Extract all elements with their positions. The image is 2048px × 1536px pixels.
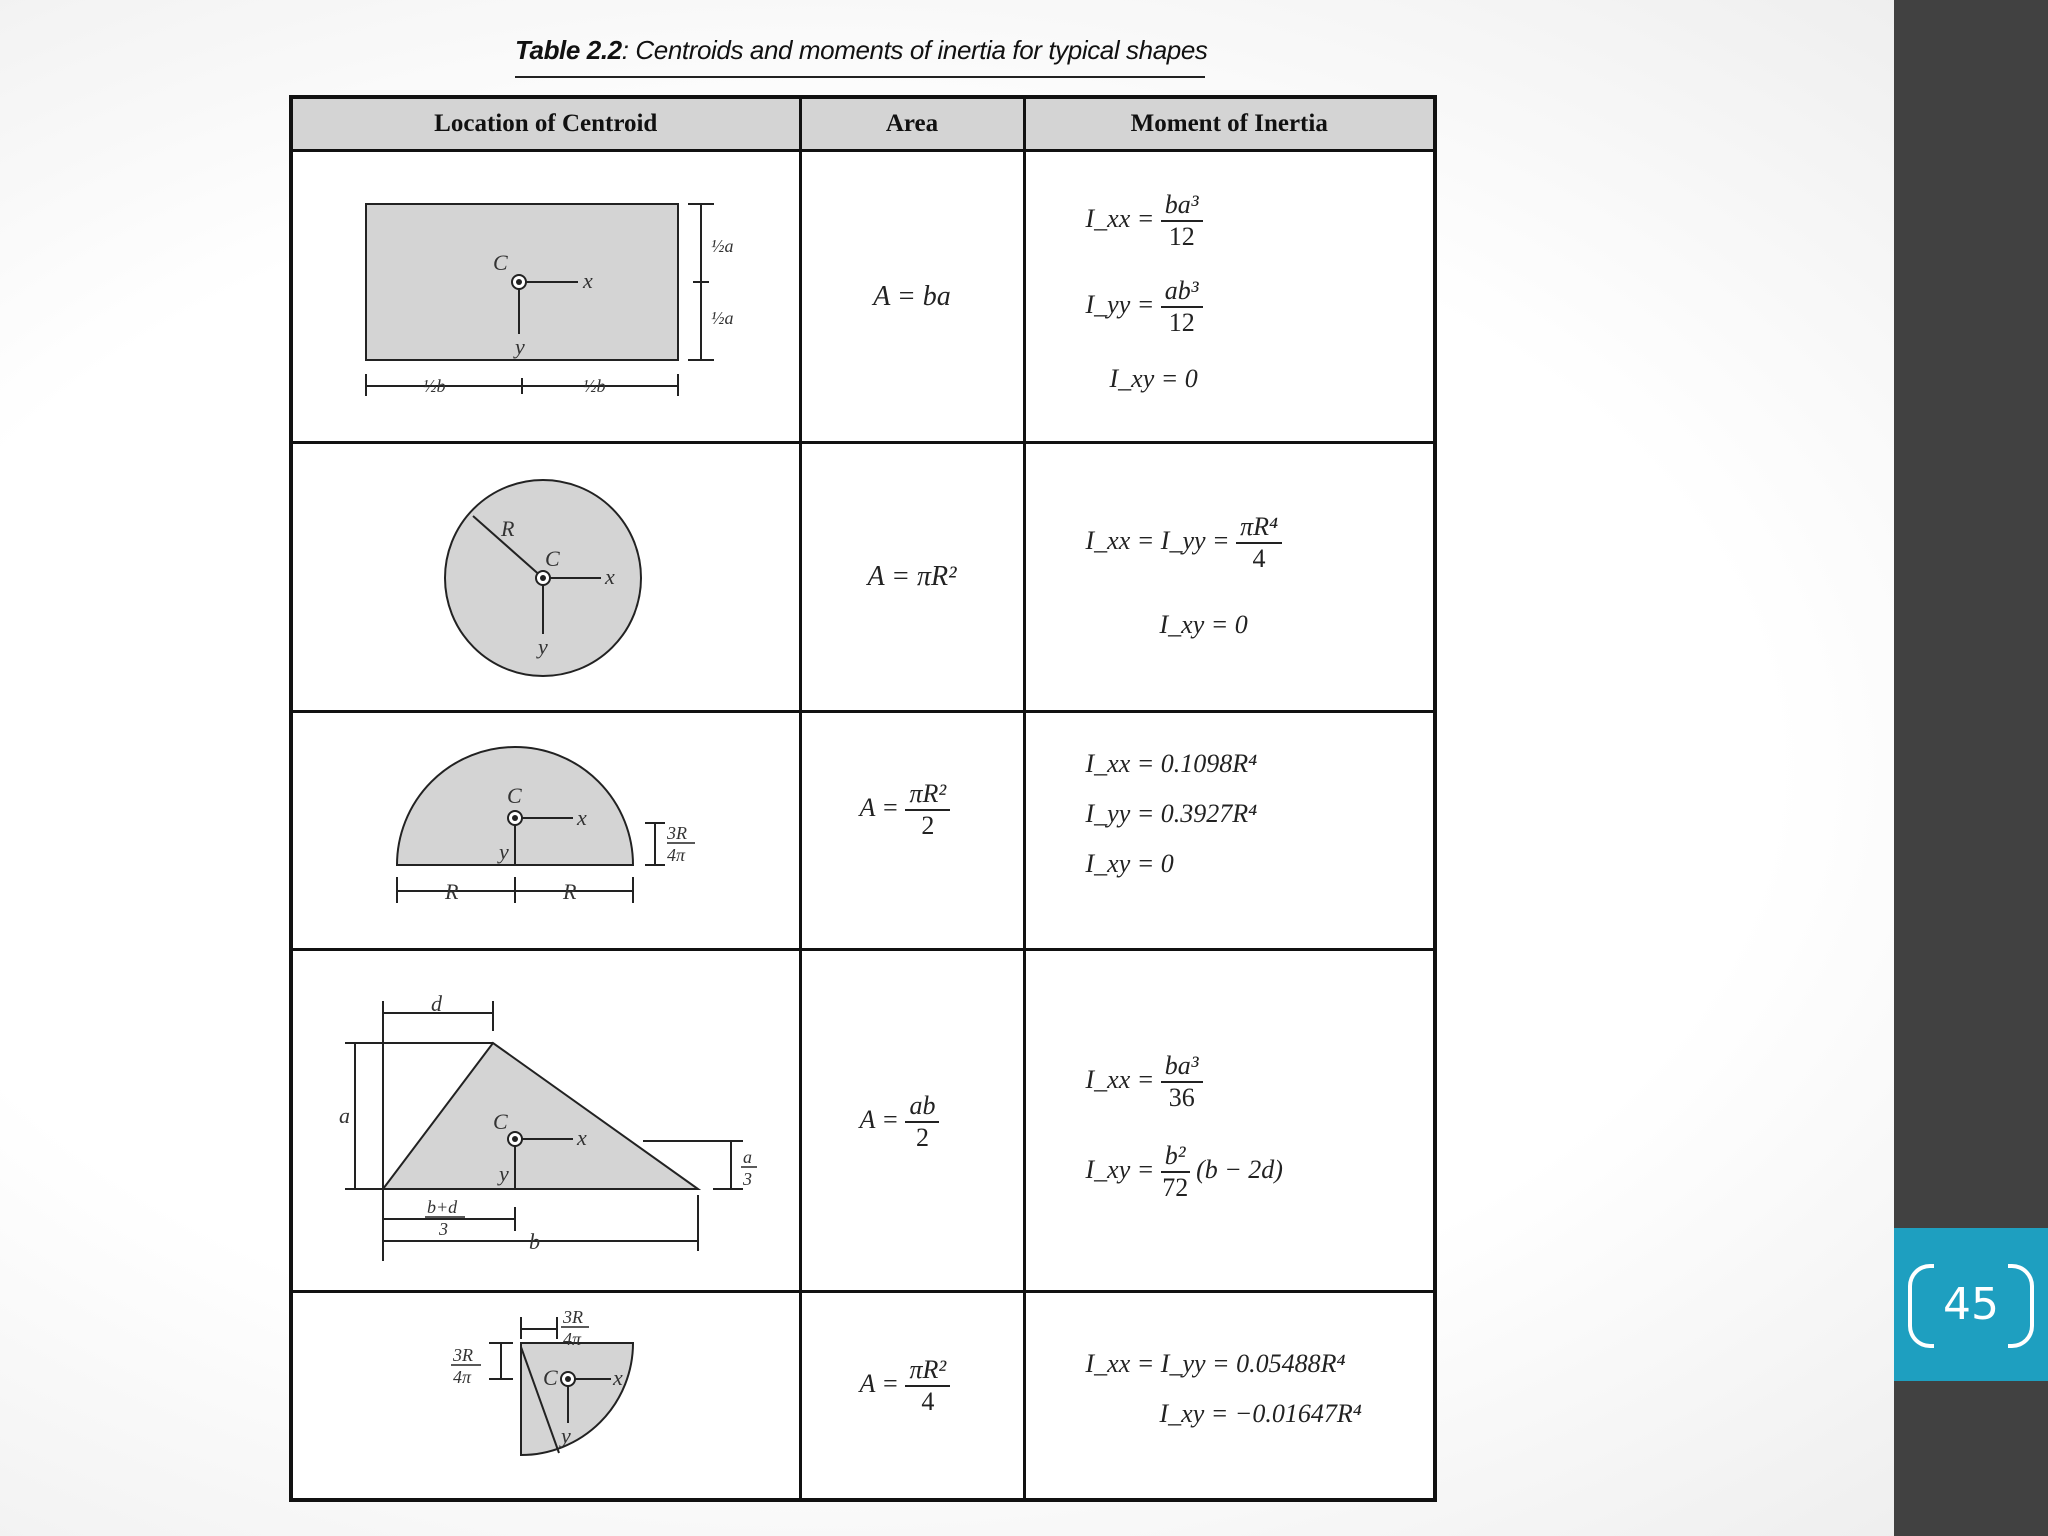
- triangle-diagram: [293, 951, 802, 1293]
- caption-label: Table: [515, 35, 580, 65]
- moi-iyy-num: ab³: [1161, 276, 1203, 308]
- moi-iyy-semi: I_yy = 0.3927R⁴: [1085, 798, 1258, 828]
- moi-ixx-tri-den: 36: [1168, 1082, 1195, 1112]
- moi-ixx-tri-lhs: I_xx =: [1085, 1064, 1155, 1094]
- area-rectangle: A = ba: [873, 280, 951, 312]
- tri-centroid-label: C: [493, 1108, 508, 1134]
- moi-ixy-circle: I_xy = 0: [1159, 610, 1248, 640]
- properties-table: [289, 95, 1437, 1502]
- area-tri-den: 2: [915, 1122, 929, 1152]
- table-row: [291, 711, 1435, 949]
- moi-ixx-num: ba³: [1161, 190, 1203, 222]
- quarter-left-3r: 3R: [453, 1345, 473, 1366]
- moi-ixy-tri-num: b²: [1161, 1141, 1190, 1173]
- moi-cell-semicircle: [1024, 711, 1435, 949]
- area-quarter-lhs: A =: [859, 1369, 899, 1399]
- moi-ixy-tri-tail: (b − 2d): [1196, 1154, 1283, 1184]
- shape-cell-triangle: [291, 949, 800, 1291]
- table-row: [291, 443, 1435, 711]
- circle-r-label: R: [501, 516, 515, 542]
- area-cell-semicircle: [800, 711, 1024, 949]
- moi-cell-quarter: [1024, 1292, 1435, 1500]
- shape-cell-rectangle: [291, 151, 800, 443]
- moi-ixx-iyy-quarter: I_xx = I_yy = 0.05488R⁴: [1085, 1349, 1346, 1379]
- tri-bd-num: b+d: [427, 1196, 458, 1217]
- semi-centroid-label: C: [507, 782, 522, 808]
- caption-text: : Centroids and moments of inertia for typical shapes: [621, 35, 1208, 65]
- shape-cell-circle: [291, 443, 800, 711]
- quarter-x-label: x: [613, 1365, 623, 1391]
- area-cell-circle: [800, 443, 1024, 711]
- area-tri-num: ab: [905, 1091, 939, 1123]
- semi-3r-label: 3R: [667, 822, 687, 843]
- tri-a3-num: a: [743, 1146, 752, 1167]
- area-circle: A = πR²: [867, 560, 957, 592]
- tri-a-label: a: [339, 1102, 350, 1128]
- circle-y-label: y: [538, 634, 548, 660]
- rect-half-a-top: ½a: [711, 236, 734, 256]
- semi-r-left: R: [445, 878, 459, 904]
- area-cell-triangle: [800, 949, 1024, 1291]
- moi-ixy: I_xy = 0: [1109, 364, 1198, 393]
- quarter-top-3r: 3R: [563, 1307, 583, 1328]
- quarter-left-4pi: 4π: [453, 1367, 472, 1388]
- moi-iyy-den: 12: [1168, 308, 1195, 337]
- header-moment: Moment of Inertia: [1024, 97, 1435, 151]
- table-row: [291, 151, 1435, 443]
- circle-centroid-label: C: [545, 546, 560, 572]
- moi-ixx-iyy-den: 4: [1252, 544, 1266, 574]
- area-tri-lhs: A =: [859, 1104, 899, 1134]
- quarter-circle-diagram: [293, 1293, 802, 1501]
- page-number-badge: [1894, 1228, 2048, 1381]
- shape-cell-semicircle: [291, 711, 800, 949]
- semi-y-label: y: [499, 838, 509, 864]
- moi-ixy-quarter: I_xy = −0.01647R⁴: [1159, 1399, 1362, 1429]
- page-number: 45: [1943, 1279, 1999, 1330]
- moi-ixx-den: 12: [1168, 222, 1195, 251]
- tri-b-label: b: [529, 1228, 540, 1254]
- rect-half-b-left: ½b: [423, 376, 446, 396]
- quarter-centroid-label: C: [543, 1365, 558, 1391]
- moi-ixx-lhs: I_xx =: [1085, 203, 1155, 233]
- moi-ixy-tri-lhs: I_xy =: [1085, 1154, 1155, 1184]
- quarter-y-label: y: [561, 1423, 571, 1449]
- area-cell-quarter: [800, 1292, 1024, 1500]
- header-location: Location of Centroid: [291, 97, 800, 151]
- moi-cell-rectangle: [1024, 151, 1435, 443]
- moi-ixx-iyy-num: πR⁴: [1236, 512, 1282, 544]
- moi-cell-triangle: [1024, 949, 1435, 1291]
- area-quarter-den: 4: [921, 1387, 935, 1417]
- semi-x-label: x: [577, 804, 587, 830]
- table-row: [291, 1292, 1435, 1500]
- tri-x-label: x: [577, 1124, 587, 1150]
- rect-half-b-right: ½b: [583, 376, 606, 396]
- table-header-row: [291, 97, 1435, 151]
- moi-ixx-semi: I_xx = 0.1098R⁴: [1085, 748, 1258, 778]
- quarter-top-4pi: 4π: [563, 1329, 582, 1350]
- rect-centroid-label: C: [493, 250, 508, 275]
- area-quarter-num: πR²: [905, 1355, 950, 1387]
- area-semi-num: πR²: [905, 779, 950, 811]
- rect-half-a-bottom: ½a: [711, 308, 734, 328]
- semicircle-diagram: [293, 713, 802, 951]
- rect-x-label: x: [583, 268, 593, 293]
- area-semi-lhs: A =: [859, 792, 899, 822]
- moi-cell-circle: [1024, 443, 1435, 711]
- semi-r-right: R: [563, 878, 577, 904]
- shape-cell-quarter: [291, 1292, 800, 1500]
- tri-y-label: y: [499, 1160, 509, 1186]
- moi-ixx-iyy-lhs: I_xx = I_yy =: [1085, 526, 1230, 556]
- rectangle-diagram: [293, 152, 802, 444]
- table-caption: [515, 30, 1208, 78]
- semi-4pi-label: 4π: [667, 844, 686, 865]
- moi-iyy-lhs: I_yy =: [1085, 289, 1155, 319]
- area-cell-rectangle: [800, 151, 1024, 443]
- circle-diagram: [293, 444, 802, 712]
- circle-x-label: x: [605, 564, 615, 590]
- table-row: [291, 949, 1435, 1291]
- tri-a3-den: 3: [743, 1168, 752, 1189]
- moi-ixx-tri-num: ba³: [1161, 1051, 1203, 1083]
- area-semi-den: 2: [921, 810, 935, 840]
- tri-bd-den: 3: [439, 1218, 448, 1239]
- moi-ixy-semi: I_xy = 0: [1085, 848, 1174, 878]
- rect-y-label: y: [515, 334, 525, 359]
- moi-ixy-tri-den: 72: [1162, 1172, 1189, 1202]
- tri-d-label: d: [431, 990, 442, 1016]
- header-area: Area: [800, 97, 1024, 151]
- caption-number: 2.2: [586, 35, 622, 65]
